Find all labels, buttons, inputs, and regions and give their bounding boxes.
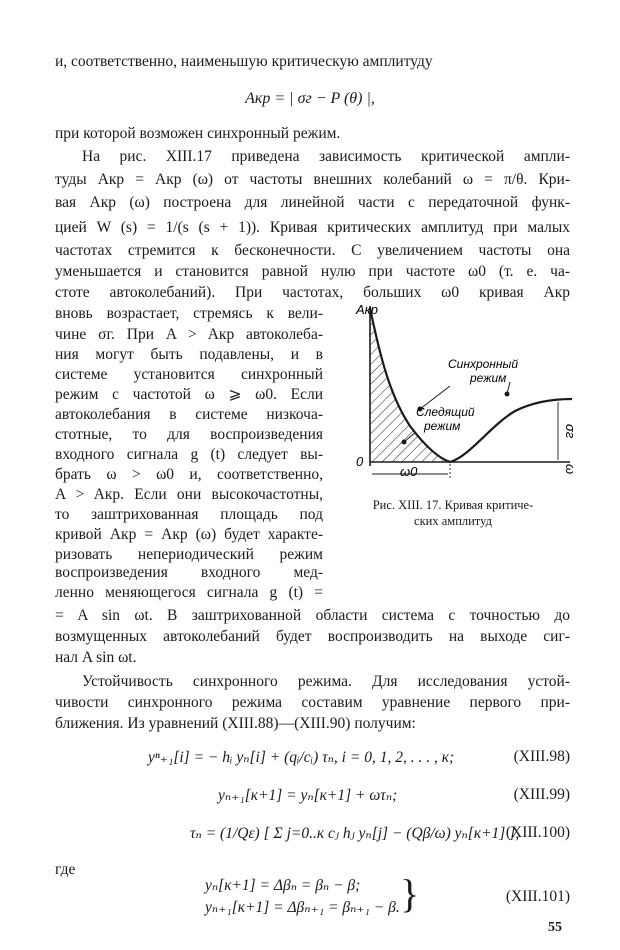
text-line-8: уменьшается и становится равной нулю при частоте ω0 (т. е. ча- (55, 263, 570, 280)
text-line-22: ризовать непериодический режим (55, 546, 323, 563)
figure-critical-amplitude-curve (320, 296, 578, 496)
figure-svg (320, 296, 578, 496)
label-track-1: Следящий (416, 405, 475, 419)
page-number: 55 (548, 920, 562, 935)
equation-100: τₙ = (1/Qε) [ Σ j=0..к cⱼ hⱼ yₙ[j] − (Qβ/ω) yₙ[к+1] ], (190, 825, 520, 842)
text-line-12: ния могут быть подавлены, и в (55, 346, 323, 363)
text-line-16: стотные, то для воспроизведения (55, 426, 323, 443)
text-line-7: частотах стремится к бесконечности. С увеличением частоты она (55, 242, 570, 259)
text-where: где (55, 861, 76, 878)
text-line-14: режим с частотой ω ⩾ ω0. Если (55, 386, 323, 403)
text-line-29: чивости синхронного режима составим уравнение первого при- (55, 694, 570, 711)
text-line-1: и, соответственно, наименьшую критическую амплитуду (55, 53, 433, 70)
text-line-28: Устойчивость синхронного режима. Для исследования устой- (82, 673, 570, 690)
figure-caption-line-2: ских амплитуд (414, 514, 492, 528)
x-axis-label: ω (563, 464, 578, 475)
text-line-10: вновь возрастает, стремясь к вели- (55, 305, 323, 322)
text-line-25: = A sin ωt. В заштрихованной области система с точностью до (55, 607, 570, 624)
label-sync-2: режим (470, 371, 507, 385)
text-line-26: возмущенных автоколебаний будет воспроизводить на выходе сиг- (55, 628, 570, 645)
text-line-17: входного сигнала g (t) следует вы- (55, 446, 323, 463)
text-line-3: На рис. XIII.17 приведена зависимость критической ампли- (82, 148, 570, 165)
text-line-2: при которой возможен синхронный режим. (55, 125, 341, 142)
text-line-24: ленно меняющегося сигнала g (t) = (55, 584, 323, 601)
sigma-label: σг (563, 424, 578, 439)
hatched-region (370, 310, 450, 462)
omega0-label: ω0 (400, 464, 418, 479)
text-line-27: нал A sin ωt. (55, 649, 137, 666)
text-line-30: ближения. Из уравнений (XIII.88)—(XIII.90) получим: (55, 715, 416, 732)
text-line-20: то заштрихованная площадь под (55, 506, 323, 523)
equation-98: yⁿ₊₁[i] = − hᵢ yₙ[i] + (qᵢ/cᵢ) τₙ, i = 0, 1, 2, . . . , к; (148, 749, 455, 766)
label-track-2: режим (424, 419, 461, 433)
text-line-23: воспроизведения входного мед- (55, 564, 323, 581)
equation-critical-amplitude: Aкр = | σг − P (θ) |, (245, 90, 375, 107)
sync-region-dot-2 (505, 392, 510, 397)
figure-caption-line-1: Рис. XIII. 17. Кривая критиче- (372, 498, 534, 512)
equation-101b: yₙ₊₁[к+1] = Δβₙ₊₁ = βₙ₊₁ − β. (205, 899, 400, 916)
text-line-5: вая Aкр (ω) построена для линейной части с передаточной функ- (55, 194, 570, 211)
equation-101-number: (XIII.101) (505, 888, 570, 905)
text-line-13: системе установится синхронный (55, 366, 323, 383)
text-line-9: стоте автоколебаний). При частотах, больших ω0 кривая Aкр (55, 284, 570, 301)
text-line-19: A > Aкр. Если они высокочастотны, (55, 486, 323, 503)
text-line-21: кривой Aкр = Aкр (ω) будет характе- (55, 526, 323, 543)
track-region-dot (402, 440, 407, 445)
text-line-4: туды Aкр = Aкр (ω) от частоты внешних колебаний ω = π/θ. Кри- (55, 171, 570, 188)
text-line-18: брать ω > ω0 и, соответственно, (55, 466, 323, 483)
label-sync-1: Синхронный (448, 357, 519, 371)
equation-101-brace: } (400, 871, 420, 916)
origin-label: 0 (356, 454, 364, 469)
equation-99-number: (XIII.99) (513, 786, 570, 803)
equation-101a: yₙ[к+1] = Δβₙ = βₙ − β; (205, 877, 361, 894)
text-line-6: цией W (s) = 1/(s (s + 1)). Кривая критических амплитуд при малых (55, 219, 570, 236)
equation-100-number: (XIII.100) (505, 824, 570, 841)
equation-98-number: (XIII.98) (513, 748, 570, 765)
equation-99: yₙ₊₁[к+1] = yₙ[к+1] + ωτₙ; (218, 787, 398, 804)
y-axis-label: Aкр (356, 302, 379, 317)
text-line-15: автоколебания в системе низкоча- (55, 406, 323, 423)
text-line-11: чине σг. При A > Aкр автоколеба- (55, 326, 323, 343)
